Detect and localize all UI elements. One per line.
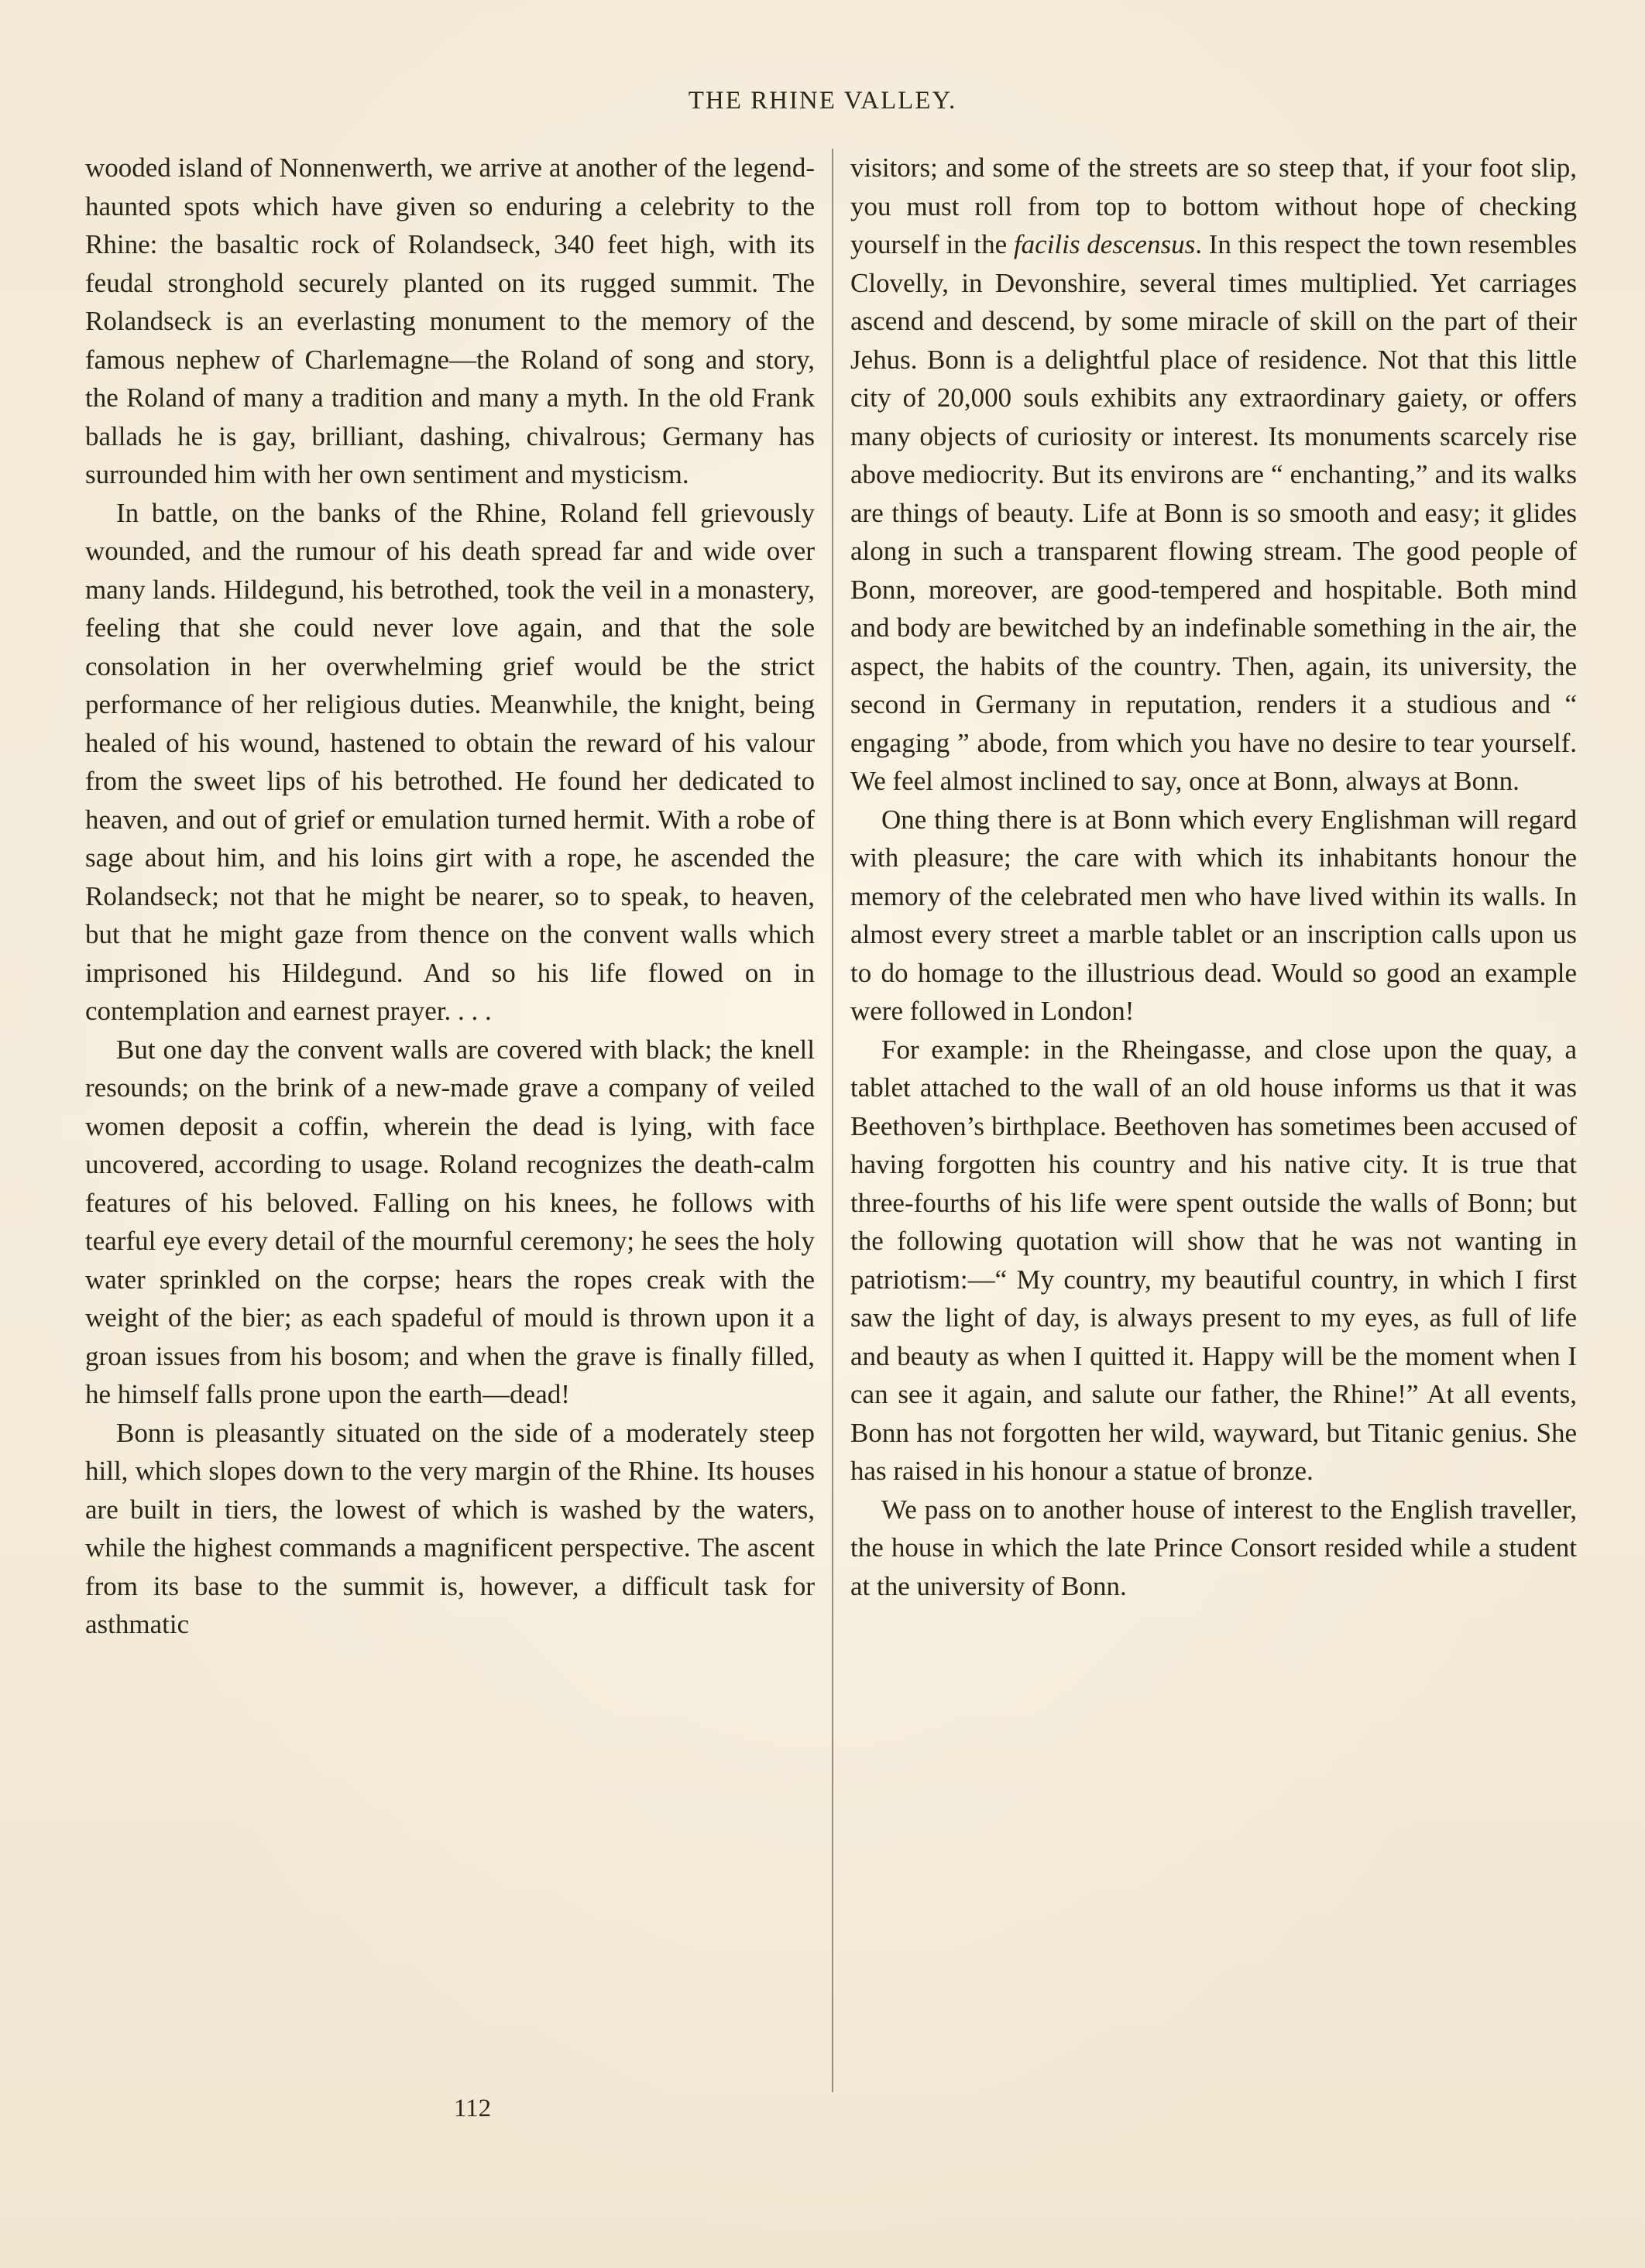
paragraph-roland-legend: In battle, on the banks of the Rhine, Roland fell grievously wounded, and the rumour of his death spread far and wide over many lands. Hildegund, his betrothed, took the veil in a monastery, feeling that she could never love again, and that the sole consolation in her overwhelming grief would be the strict performance of her religious duties. Meanwhile, the knight, being healed of his wound, hastened to obtain the reward of his valour from the sweet lips of his betrothed. He found her dedicated to heaven, and out of grief or emulation turned hermit. With a robe of sage about him, and his loins girt with a rope, he ascended the Rolandseck; not that he might be nearer, so to speak, to heaven, but that he might gaze from thence on the convent walls which imprisoned his Hildegund. And so his life flowed on in contemplation and earnest prayer. . . . — [85, 497, 815, 1026]
running-head-title: THE RHINE VALLEY. — [688, 87, 957, 115]
page-number: 112 — [453, 2095, 492, 2122]
text-segment: . In this respect the town resembles Clovelly, in Devonshire, several times multiplied. Yet carriages ascend and descend, by some miracle of skill on the part of their Jehus. Bonn is a delightful place of residence. Not that this little city of 20,000 souls exhibits any extraordinary gaiety, or offers many objects of curiosity or interest. Its monuments scarcely rise above mediocrity. But its environs are “ enchanting,” and its walks are things of beauty. Life at Bonn is so smooth and easy; it glides along in such a transparent flowing stream. The good people of Bonn, moreover, are good-tempered and hospitable. Both mind and body are bewitched by an indefinable something in the air, the aspect, the habits of the country. Then, again, its university, the second in Germany in reputation, renders it a studious and “ engaging ” abode, from which you have no desire to tear yourself. We feel almost inclined to say, once at Bonn, always at Bonn. — [850, 229, 1578, 796]
left-text-column — [85, 149, 815, 1644]
right-text-column — [850, 149, 1577, 1605]
paragraph-prince-consort: We pass on to another house of interest to the English traveller, the house in which the late Prince Consort resided while a student at the university of Bonn. — [850, 1494, 1577, 1601]
paragraph-rolandseck: wooded island of Nonnenwerth, we arrive at another of the legend-haunted spots which have given so enduring a celebrity to the Rhine: the basaltic rock of Rolandseck, 340 feet high, with its feudal stronghold securely planted on its rugged summit. The Rolandseck is an everlasting monument to the memory of the famous nephew of Charlemagne—the Roland of song and story, the Roland of many a tradition and many a myth. In the old Frank ballads he is gay, brilliant, dashing, chivalrous; Germany has surrounded him with her own sentiment and mysticism. — [85, 153, 815, 489]
column-divider — [832, 149, 833, 2092]
italic-phrase: facilis descensus — [1013, 229, 1196, 259]
paragraph-bonn-streets — [850, 149, 1577, 801]
paragraph-convent-funeral: But one day the convent walls are covered with black; the knell resounds; on the brink of a new-made grave a company of veiled women deposit a coffin, wherein the dead is lying, with face uncovered, according to usage. Roland recognizes the death-calm features of his beloved. Falling on his knees, he follows with tearful eye every detail of the mournful ceremony; he sees the holy water sprinkled on the corpse; hears the ropes creak with the weight of the bier; as each spadeful of mould is thrown upon it a groan issues from his bosom; and when the grave is finally filled, he himself falls prone upon the earth—dead! — [85, 1034, 815, 1409]
paragraph-memory-tablets: One thing there is at Bonn which every Englishman will regard with pleasure; the care with which its inhabitants honour the memory of the celebrated men who have lived within its walls. In almost every street a marble tablet or an inscription calls upon us to do homage to the illustrious dead. Would so good an example were followed in London! — [850, 804, 1577, 1026]
paragraph-beethoven: For example: in the Rheingasse, and close upon the quay, a tablet attached to the wall of an old house informs us that it was Beethoven’s birthplace. Beethoven has sometimes been accused of having forgotten his country and his native city. It is true that three-fourths of his life were spent outside the walls of Bonn; but the following quotation will show that he was not wanting in patriotism:—“ My country, my beautiful country, in which I first saw the light of day, is always present to my eyes, as full of life and beauty as when I quitted it. Happy will be the moment when I can see it again, and salute our father, the Rhine!” At all events, Bonn has not forgotten her wild, wayward, but Titanic genius. She has raised in his honour a statue of bronze. — [850, 1034, 1577, 1486]
text-segment: visitors; and some of the streets are so steep that, if your foot slip, you must roll from top to bottom without hope of checking yourself in the — [850, 153, 1577, 259]
paragraph-bonn-situation: Bonn is pleasantly situated on the side of a moderately steep hill, which slopes down to the very margin of the Rhine. Its houses are built in tiers, the lowest of which is washed by the waters, while the highest commands a magnificent perspective. The ascent from its base to the summit is, however, a difficult task for asthmatic — [85, 1417, 815, 1639]
